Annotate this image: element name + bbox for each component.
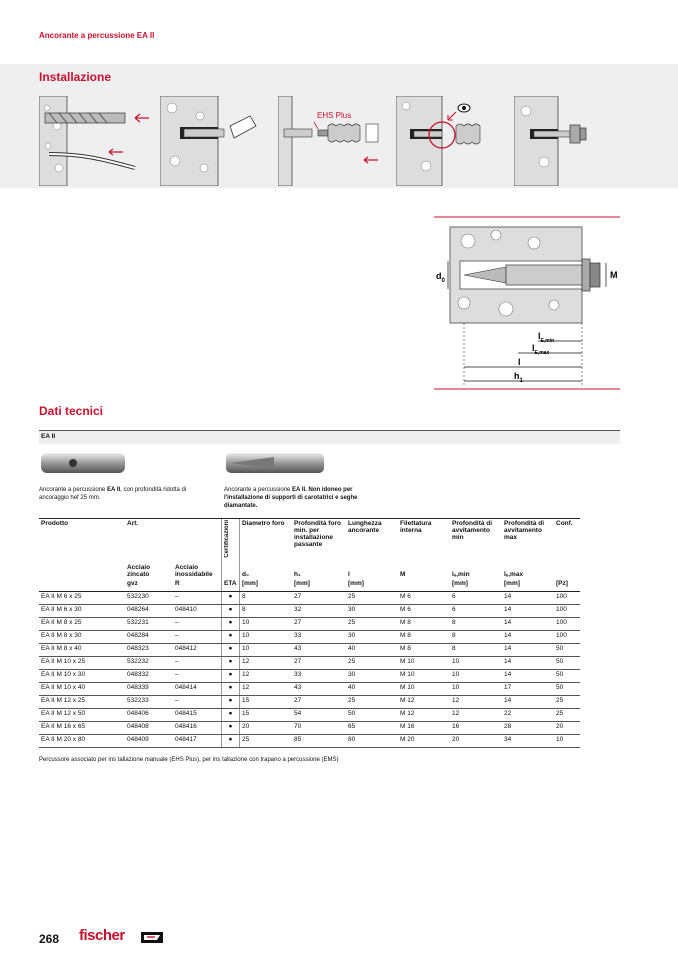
table-cell: EA II M 16 x 65 xyxy=(39,722,125,735)
table-row xyxy=(39,696,580,709)
table-cell: 10 xyxy=(450,683,502,696)
table-cell: 048332 xyxy=(125,670,173,683)
table-cell: 12 xyxy=(240,657,293,670)
table-cell: 85 xyxy=(292,735,346,748)
table-cell: 22 xyxy=(502,709,554,722)
label-d0: $d_0$ xyxy=(436,271,445,284)
table-cell: ● xyxy=(222,722,240,735)
table-cell: ● xyxy=(222,696,240,709)
table-cell: 28 xyxy=(502,722,554,735)
table-cell: EA II M 12 x 25 xyxy=(39,696,125,709)
subhead-h1: h₁ xyxy=(294,571,301,578)
table-cell: M 10 xyxy=(398,670,450,683)
table-cell: 27 xyxy=(292,657,346,670)
table-cell: ● xyxy=(222,618,240,631)
brand-logo: fischer xyxy=(79,927,125,944)
col-diametro-foro: Diametro foro xyxy=(240,519,293,562)
table-cell: 12 xyxy=(450,696,502,709)
table-cell: – xyxy=(173,592,222,605)
table-cell: 50 xyxy=(346,709,398,722)
table-cell: 70 xyxy=(292,722,346,735)
subhead-M: M xyxy=(400,571,406,578)
label-lemin: $l_{E,min}$ xyxy=(538,331,555,344)
table-cell: 10 xyxy=(240,631,293,644)
table-cell: 10 xyxy=(240,618,293,631)
table-cell: 27 xyxy=(292,592,346,605)
table-cell: 048339 xyxy=(125,683,173,696)
table-row xyxy=(39,592,580,605)
table-cell: 50 xyxy=(554,644,580,657)
technical-data-title: Dati tecnici xyxy=(39,404,104,418)
table-row xyxy=(39,605,580,618)
install-step-check xyxy=(396,96,504,186)
table-cell: M 10 xyxy=(398,683,450,696)
table-cell: 25 xyxy=(240,735,293,748)
table-cell: 048408 xyxy=(125,722,173,735)
table-cell: 43 xyxy=(292,644,346,657)
table-cell: 14 xyxy=(502,670,554,683)
table-cell: 100 xyxy=(554,605,580,618)
table-cell: EA II M 20 x 80 xyxy=(39,735,125,748)
table-cell: 16 xyxy=(450,722,502,735)
table-cell: 6 xyxy=(450,592,502,605)
page-number: 268 xyxy=(39,932,60,946)
table-cell: 30 xyxy=(346,631,398,644)
table-cell: 34 xyxy=(502,735,554,748)
technical-drawing xyxy=(434,213,624,393)
subhead-l: l xyxy=(348,571,350,578)
table-cell: 80 xyxy=(346,735,398,748)
page-header-title: Ancorante a percussione EA II xyxy=(39,31,155,40)
product-image-long xyxy=(224,449,328,477)
table-cell: M 16 xyxy=(398,722,450,735)
table-cell: 100 xyxy=(554,631,580,644)
table-cell: EA II M 10 x 30 xyxy=(39,670,125,683)
table-cell: 25 xyxy=(346,696,398,709)
table-cell: EA II M 8 x 30 xyxy=(39,631,125,644)
col-prof-min: Profondità di avvitamento min xyxy=(450,519,502,562)
unit-M xyxy=(398,579,450,592)
subhead-d0: d₀ xyxy=(240,561,293,579)
table-cell: 25 xyxy=(346,592,398,605)
table-cell: 048416 xyxy=(173,722,222,735)
table-body xyxy=(39,592,580,748)
col-art: Art. xyxy=(125,519,222,562)
table-cell: 532230 xyxy=(125,592,173,605)
table-cell: 25 xyxy=(554,709,580,722)
label-lemax: $l_{E,max}$ xyxy=(532,343,550,356)
col-lunghezza: Lunghezza ancorante xyxy=(346,519,398,562)
table-cell: 65 xyxy=(346,722,398,735)
table-cell: – xyxy=(173,670,222,683)
table-cell: 10 xyxy=(450,657,502,670)
table-cell: 50 xyxy=(554,670,580,683)
table-cell: 54 xyxy=(292,709,346,722)
col-certificazioni: Certificazioni xyxy=(222,519,240,580)
table-cell: 27 xyxy=(292,696,346,709)
table-cell: ● xyxy=(222,605,240,618)
table-cell: 8 xyxy=(450,618,502,631)
table-cell: EA II M 8 x 40 xyxy=(39,644,125,657)
table-cell: EA II M 10 x 25 xyxy=(39,657,125,670)
table-cell: M 8 xyxy=(398,631,450,644)
table-cell: 25 xyxy=(554,696,580,709)
table-cell: ● xyxy=(222,631,240,644)
table-cell: 14 xyxy=(502,605,554,618)
table-cell: 8 xyxy=(240,605,293,618)
table-cell: 14 xyxy=(502,644,554,657)
table-cell: 12 xyxy=(240,683,293,696)
table-cell: 532232 xyxy=(125,657,173,670)
table-cell: 50 xyxy=(554,683,580,696)
table-cell: ● xyxy=(222,735,240,748)
table-cell: 25 xyxy=(346,657,398,670)
table-cell: 14 xyxy=(502,631,554,644)
table-cell: 27 xyxy=(292,618,346,631)
table-cell: 100 xyxy=(554,592,580,605)
table-cell: 12 xyxy=(240,670,293,683)
table-cell: 14 xyxy=(502,618,554,631)
product-caption-2: Ancorante a percussione EA II. Non idoneo per l'installazione di supporti di carotatrici e seghe diamantate. xyxy=(224,487,358,509)
table-cell: 43 xyxy=(292,683,346,696)
table-cell: 40 xyxy=(346,683,398,696)
table-cell: M 10 xyxy=(398,657,450,670)
table-cell: M 12 xyxy=(398,709,450,722)
unit-lemin: [mm] xyxy=(450,579,502,592)
table-cell: ● xyxy=(222,592,240,605)
table-cell: 30 xyxy=(346,670,398,683)
table-cell: 33 xyxy=(292,631,346,644)
unit-gvz: gvz xyxy=(125,579,173,592)
table-cell: 10 xyxy=(554,735,580,748)
table-cell: 048409 xyxy=(125,735,173,748)
table-row xyxy=(39,644,580,657)
table-cell: 8 xyxy=(450,644,502,657)
table-cell: 8 xyxy=(450,631,502,644)
table-row xyxy=(39,735,580,748)
technical-data-table xyxy=(39,518,580,748)
table-cell: 532231 xyxy=(125,618,173,631)
subhead-lemin: lₑ,min xyxy=(452,571,470,578)
install-step-drill xyxy=(39,96,157,186)
table-cell: EA II M 10 x 40 xyxy=(39,683,125,696)
table-footnote: Percussore associato per ins tallazione manuale (EHS Plus), per ins tallazione con trapano a percussione (EMS) xyxy=(39,757,339,763)
table-cell: 20 xyxy=(554,722,580,735)
col-filettatura: Filettatura interna xyxy=(398,519,450,562)
table-cell: 25 xyxy=(346,618,398,631)
install-step-insert xyxy=(160,96,268,186)
table-cell: M 20 xyxy=(398,735,450,748)
unit-conf: [Pz] xyxy=(554,579,580,592)
table-cell: 20 xyxy=(450,735,502,748)
table-cell: 10 xyxy=(240,644,293,657)
product-strip xyxy=(39,430,620,444)
table-cell: EA II M 8 x 25 xyxy=(39,618,125,631)
table-cell: M 6 xyxy=(398,605,450,618)
table-cell: 048284 xyxy=(125,631,173,644)
table-row xyxy=(39,722,580,735)
unit-R: R xyxy=(173,579,222,592)
table-cell: 048414 xyxy=(173,683,222,696)
col-prodotto: Prodotto xyxy=(39,519,125,562)
table-row xyxy=(39,709,580,722)
table-cell: 100 xyxy=(554,618,580,631)
install-step-fastened xyxy=(514,96,594,186)
installation-title: Installazione xyxy=(39,70,112,84)
unit-lemax: [mm] xyxy=(502,579,554,592)
tool-label: EHS Plus xyxy=(317,111,352,120)
table-cell: 17 xyxy=(502,683,554,696)
col-profondita-foro: Profondità foro min. per installazione passante xyxy=(292,519,346,562)
table-cell: EA II M 6 x 25 xyxy=(39,592,125,605)
table-cell: – xyxy=(173,696,222,709)
table-cell: 40 xyxy=(346,644,398,657)
product-image-short xyxy=(39,449,129,477)
table-cell: 30 xyxy=(346,605,398,618)
label-l: l xyxy=(518,357,521,367)
install-step-setting-tool xyxy=(278,96,390,186)
table-cell: M 6 xyxy=(398,592,450,605)
subhead-zincato: Acciaio zincato xyxy=(127,564,151,578)
table-cell: – xyxy=(173,657,222,670)
table-row xyxy=(39,657,580,670)
unit-l: [mm] xyxy=(346,579,398,592)
table-cell: 15 xyxy=(240,709,293,722)
table-cell: ● xyxy=(222,657,240,670)
table-cell: 8 xyxy=(240,592,293,605)
table-cell: 048323 xyxy=(125,644,173,657)
label-M: M xyxy=(610,270,618,280)
table-cell: EA II M 12 x 50 xyxy=(39,709,125,722)
table-cell: M 8 xyxy=(398,644,450,657)
table-cell: ● xyxy=(222,670,240,683)
table-cell: EA II M 6 x 30 xyxy=(39,605,125,618)
table-cell: 14 xyxy=(502,657,554,670)
table-cell: M 8 xyxy=(398,618,450,631)
table-cell: – xyxy=(173,618,222,631)
table-cell: 048410 xyxy=(173,605,222,618)
table-cell: ● xyxy=(222,709,240,722)
table-row xyxy=(39,670,580,683)
table-cell: 048264 xyxy=(125,605,173,618)
table-cell: 048412 xyxy=(173,644,222,657)
subhead-lemax: lₑ,max xyxy=(504,571,524,578)
brand-logo-icon xyxy=(141,932,163,943)
table-cell: 33 xyxy=(292,670,346,683)
table-cell: 15 xyxy=(240,696,293,709)
unit-ETA: ETA xyxy=(222,579,240,592)
table-cell: 048415 xyxy=(173,709,222,722)
table-cell: 12 xyxy=(450,709,502,722)
table-cell: 532233 xyxy=(125,696,173,709)
col-prof-max: Profondità di avvitamento max xyxy=(502,519,554,562)
unit-d0: [mm] xyxy=(240,579,293,592)
label-h1: $h_1$ xyxy=(514,371,523,384)
table-cell: 14 xyxy=(502,592,554,605)
table-cell: 50 xyxy=(554,657,580,670)
table-cell: 048417 xyxy=(173,735,222,748)
col-conf: Conf. xyxy=(554,519,580,562)
product-strip-label: EA II xyxy=(41,433,56,440)
table-cell: ● xyxy=(222,644,240,657)
table-cell: 10 xyxy=(450,670,502,683)
table-cell: ● xyxy=(222,683,240,696)
table-cell: 32 xyxy=(292,605,346,618)
table-cell: – xyxy=(173,631,222,644)
table-row xyxy=(39,618,580,631)
table-row xyxy=(39,683,580,696)
table-cell: 20 xyxy=(240,722,293,735)
table-cell: M 12 xyxy=(398,696,450,709)
table-cell: 14 xyxy=(502,696,554,709)
subhead-inox: Acciaio inossidabile xyxy=(175,564,213,578)
table-cell: 6 xyxy=(450,605,502,618)
unit-h1: [mm] xyxy=(292,579,346,592)
table-cell: 048406 xyxy=(125,709,173,722)
table-row xyxy=(39,631,580,644)
product-caption-1: Ancorante a percussione EA II, con profondità ridotta di ancoraggio hef 25 mm. xyxy=(39,487,187,501)
